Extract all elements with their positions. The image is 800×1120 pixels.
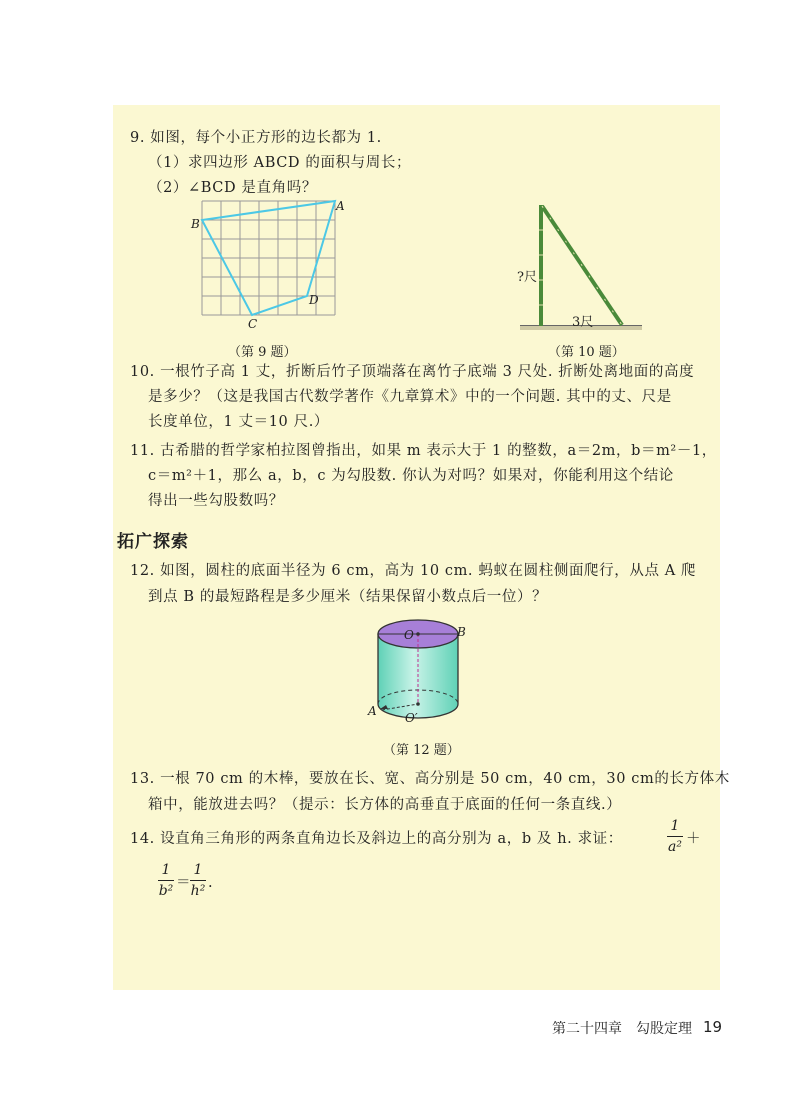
q12-line2: 到点 B 的最短路程是多少厘米（结果保留小数点后一位）？ [148, 589, 548, 605]
q14-equals: ＝ [176, 875, 192, 891]
cylinder-label-o-bottom: O′ [405, 711, 418, 725]
q14-line1: 14. 设直角三角形的两条直角边长及斜边上的高分别为 a，b 及 h. 求证： [130, 831, 623, 847]
q12-line1: 12. 如图，圆柱的底面半径为 6 cm，高为 10 cm. 蚂蚁在圆柱侧面爬行，从点 A 爬 [130, 563, 697, 579]
q10-line3: 长度单位，1 丈＝10 尺.） [148, 414, 330, 430]
q11-line1: 11. 古希腊的哲学家柏拉图曾指出，如果 m 表示大于 1 的整数，a＝2m，b＝m²－1， [130, 443, 717, 459]
cylinder-label-a: A [368, 704, 377, 718]
q9-label-d: D [309, 293, 319, 307]
q12-caption: （第 12 题） [383, 743, 460, 758]
q9-label-c: C [248, 317, 258, 331]
q9-label-a: A [336, 199, 345, 213]
footer-page-number: 19 [703, 1018, 723, 1036]
q14-frac-1-over-h2: 1 h² [190, 862, 206, 899]
cylinder-label-b: B [457, 625, 466, 639]
q9-caption: （第 9 题） [228, 345, 297, 360]
q13-line2: 箱中，能放进去吗？（提示：长方体的高垂直于底面的任何一条直线.） [148, 797, 622, 813]
q9-line3: （2）∠BCD 是直角吗？ [148, 180, 317, 196]
bamboo-base-label: 3尺 [572, 315, 594, 330]
cylinder-label-o-top: O [404, 628, 414, 642]
q9-label-b: B [191, 217, 200, 231]
q10-line2: 是多少？（这是我国古代数学著作《九章算术》中的一个问题. 其中的丈、尺是 [148, 389, 672, 405]
q11-line2: c＝m²＋1，那么 a，b，c 为勾股数. 你认为对吗？如果对，你能利用这个结论 [148, 468, 674, 484]
q9-line2: （1）求四边形 ABCD 的面积与周长； [148, 155, 412, 171]
q11-line3: 得出一些勾股数吗？ [148, 493, 284, 509]
q10-caption: （第 10 题） [548, 345, 625, 360]
bamboo-height-label: ?尺 [517, 270, 537, 285]
q14-period: . [208, 875, 214, 891]
q10-line1: 10. 一根竹子高 1 丈，折断后竹子顶端落在离竹子底端 3 尺处. 折断处离地面的高度 [130, 364, 695, 380]
cylinder-figure [370, 612, 470, 727]
footer-chapter: 第二十四章 勾股定理 [552, 1021, 692, 1037]
q9-grid-figure [190, 200, 370, 335]
q13-line1: 13. 一根 70 cm 的木棒，要放在长、宽、高分别是 50 cm，40 cm，30 cm的长方体木 [130, 771, 730, 787]
section-title: 拓广探索 [117, 532, 189, 552]
q9-line1: 9. 如图，每个小正方形的边长都为 1. [130, 130, 382, 146]
q14-frac-1-over-a2: 1 a² [668, 818, 682, 855]
q14-frac-1-over-b2: 1 b² [158, 862, 174, 899]
q14-plus: ＋ [686, 831, 702, 847]
